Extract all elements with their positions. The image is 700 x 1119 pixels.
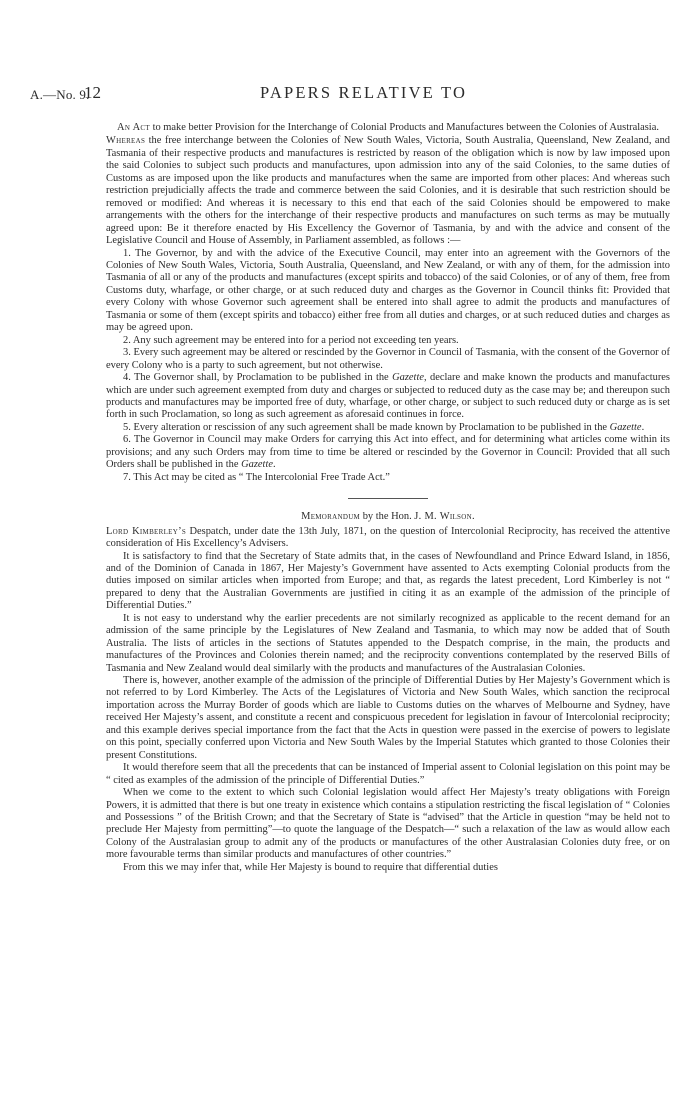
memo-lead: Lord Kimberley’s [106,525,187,537]
gazette-ref: Gazette [241,459,273,471]
page-body [106,122,670,874]
running-title: PAPERS RELATIVE TO [260,83,468,102]
act-section-7: 7. This Act may be cited as “ The Intercolonial Free Trade Act.” [123,471,390,483]
gazette-ref: Gazette [392,372,424,384]
section-6-text-a: 6. The Governor in Council may make Orders for carrying this Act into effect, and for determining what articles come within its provisions; and any such Orders may from time to time be altered or rescinded by the Governor in Council: Provided that all such Orders shall be published in the [106,434,670,471]
page-number: 12 [84,83,101,102]
section-6-text-b: . [272,459,276,471]
act-preamble [106,135,670,247]
preamble-text: the free interchange between the Colonies of New South Wales, Victoria, South Australia, Queensland, New Zealand, and Tasmania of their respective products and manufactures is restricted by reason of the obligation which is now by law imposed upon the said Colonies to subject such products and manufactures, upon admission into any of the said Colonies, to the same duties of Customs as are imposed upon the like products and manufactures when the same are imported from other places: And whereas such restriction prejudicially affects the trade and commerce between the said Colonies, and it is desirable that such restriction should be removed or modified: And whereas it is necessary to this end that each of the said Colonies should be empowered to make arrangements with the others for the interchange of their respective products and manufactures on such terms as may be mutually agreed upon: Be it therefore enacted by His Excellency the Governor of Tasmania, by and with the advice and consent of the Legislative Council and House of Assembly, in Parliament assembled, as follows :— [106,135,671,247]
act-title-text: to make better Provision for the Interchange of Colonial Products and Manufactures between the Colonies of Australasia. [152,122,659,133]
act-section-6 [106,434,670,471]
section-4-text-a: 4. The Governor shall, by Proclamation to be published in the [123,372,389,384]
memo-paragraph-3: It is not easy to understand why the earlier precedents are not similarly recognized as applicable to the recent demand for an admission of the same principle by the Legislatures of New Zealand and Tasmania, to which may now be added that of South Australia. The lists of articles in the sections of Statutes appended to the Despatch comprise, in the main, the products and manufactures of the Provinces and Colonies therein named; and the reciprocity conventions contemplated by the reserved Bills of Tasmania and New Zealand would deal similarly with the products and manufactures of the Australasian Colonies. [106,612,670,674]
act-section-4 [106,372,670,422]
section-5-text-b: . [641,421,645,433]
memo-paragraph-6: When we come to the extent to which such Colonial legislation would affect Her Majesty’s treaty obligations with Foreign Powers, it is admitted that there is but one treaty in existence which contains a stipulation restricting the fiscal legislation of “ Colonies and Possessions ” of the British Crown; and that the Secretary of State is “advised” that the Article in question “may be held not to preclude Her Majesty from permitting”—to quote the language of the Despatch—“ such a relaxation of the law as would allow each Colony of the Australasian group to admit any of the products or manufactures of the other Australasian Colonies duty free, or on more favourable terms than similar products and manufactures of other countries.” [106,787,670,861]
memo-heading-word: Memorandum [301,511,361,523]
document-reference: A.—No. 9. [30,87,90,102]
section-4-text-b: , declare and make known the products and manufactures which are under such agreement exempted from duty and charges or subjected to reduced duty as the case may be; and thereupon such products and manufactures may be imported free of duty, wharfage, or other charge, or subject to such reduced duty or charge as is set forth in such Proclamation, so long as such agreement as aforesaid continues in force. [106,372,670,421]
memo-paragraph-5: It would therefore seem that all the precedents that can be instanced of Imperial assent to Colonial legislation on this point may be “ cited as examples of the admission of the principle of Differential Duties.” [106,762,670,786]
memo-author: J. M. Wilson. [414,511,475,523]
act-section-1: 1. The Governor, by and with the advice of the Executive Council, may enter into an agreement with the Governors of the Colonies of New South Wales, Victoria, South Australia, Queensland, and New Zealand, or with any of them, for the admission into Tasmania of all or any of the products and manufactures (except spirits and tobacco) of the said Colonies, or of any of them, free from Customs duty, wharfage, or other charge, or at such reduced duty and charges as the Governor in Council thinks fit: Provided that every Colony with whose Governor such agreement shall be entered into shall agree to admit the products and manufactures of Tasmania or some of them (except spirits and tobacco) either free from all duties and charges, or at such reduced duties and charges as may be agreed upon. [106,247,670,334]
memo-paragraph-4: There is, however, another example of the admission of the principle of Differential Duties by Her Majesty’s Government which is not referred to by Lord Kimberley. The Acts of the Legislatures of Victoria and New South Wales, which sanction the reciprocal importation across the Murray Border of goods which are liable to Customs duties on the wharves of Melbourne and Sydney, have received Her Majesty’s assent, and constitute a recent and conspicuous precedent for legislation in favour of Intercolonial reciprocity; and this example derives special importance from the fact that the Acts in question were passed in the exercise of powers to legislate on this point, specially conferred upon Victoria and New South Wales by the Imperial Statutes which granted to those Colonies their present Constitutions. [106,675,670,761]
memo-paragraph-2: It is satisfactory to find that the Secretary of State admits that, in the cases of Newfoundland and Prince Edward Island, in 1856, and of the Dominion of Canada in 1867, Her Majesty’s Government have assented to Acts exempting Colonial products from the duties imposed on similar articles when imported from Europe; and that, as regards the latest precedent, Lord Kimberley is not “ prepared to deny that the Australian Governments are justified in citing it as an example of the admission of the principle of Differential Duties.” [106,550,670,612]
memo-paragraph-1 [106,526,670,551]
act-title-prefix: An Act [117,122,150,133]
gazette-ref: Gazette [609,421,642,433]
memo-heading-by: by the Hon. [362,511,412,523]
preamble-lead: Whereas [106,135,146,147]
act-section-5 [106,422,670,434]
act-section-2: 2. Any such agreement may be entered into for a period not exceeding ten years. [123,334,459,346]
memo-heading [106,511,670,523]
memo-paragraph-1-text: Despatch, under date the 13th July, 1871, on the question of Intercolonial Reciprocity, has received the attentive consideration of His Excellency’s Advisers. [106,525,671,550]
act-section-3: 3. Every such agreement may be altered or rescinded by the Governor in Council of Tasmania, with the consent of the Governor of every Colony who is a party to such agreement, but not otherwise. [106,347,670,371]
memo-paragraph-7: From this we may infer that, while Her Majesty is bound to require that differential duties [123,861,498,873]
section-5-text-a: 5. Every alteration or rescission of any such agreement shall be made known by Proclamation to be published in the [123,421,608,433]
act-title [106,122,670,134]
section-divider [348,498,428,499]
